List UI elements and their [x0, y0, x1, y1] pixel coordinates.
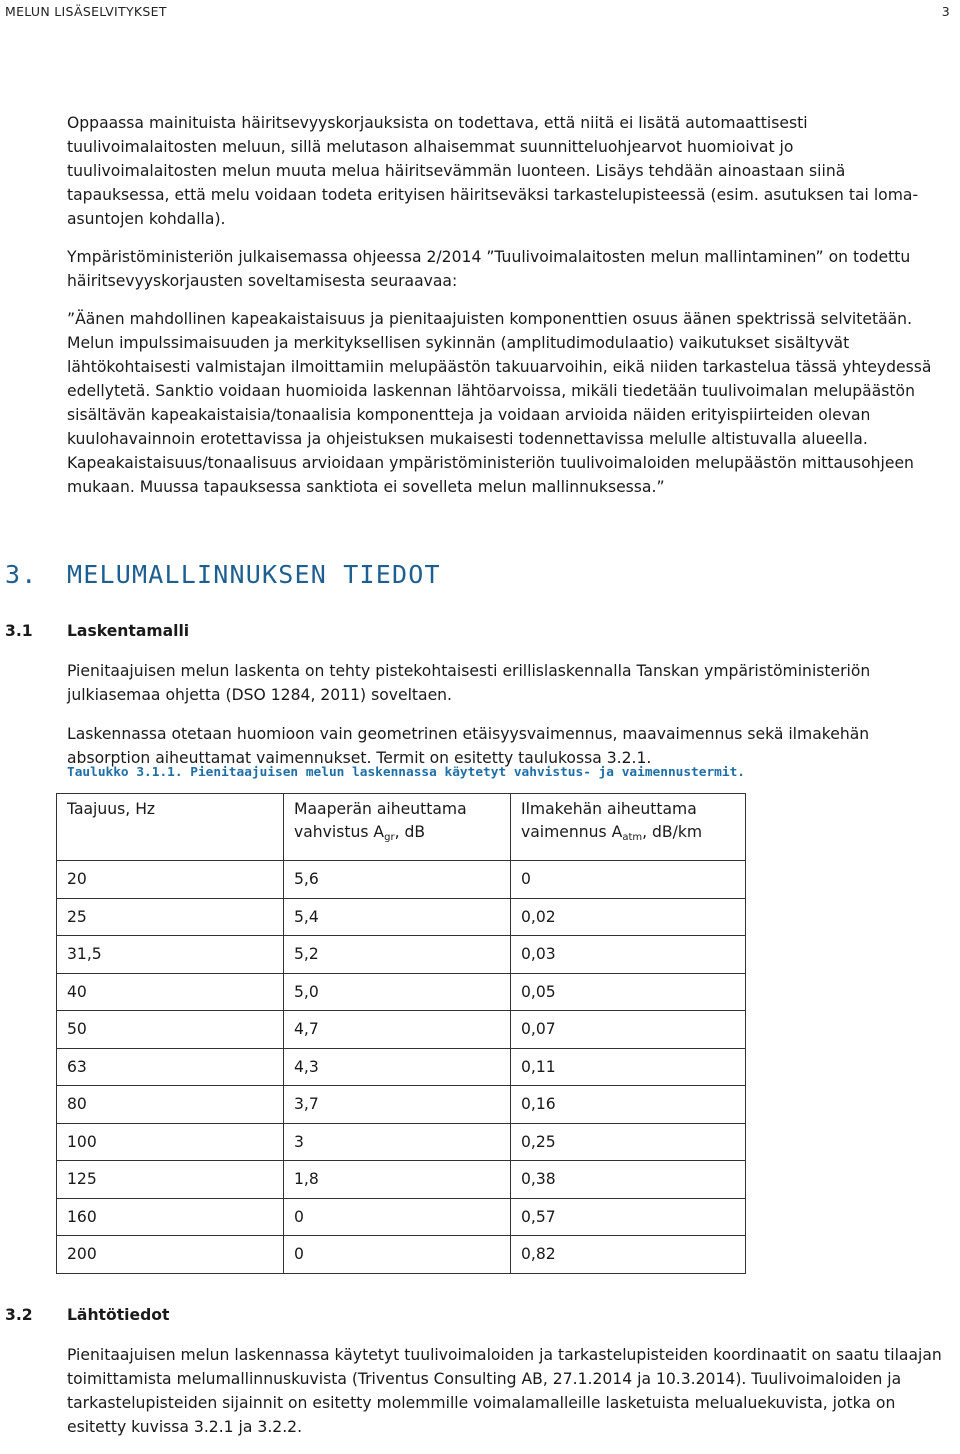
quote-paragraph: ”Äänen mahdollinen kapeakaistaisuus ja pienitaajuisten komponenttien osuus äänen spektrissä selvitetään. Melun impulssimaisuuden ja merkityksellisen sykinnän (amplitudimodulaatio) vaikutukset sisältyvät lähtökohtaisesti valmistajan ilmoittamiin melupäästön takuuarvoihin, eikä niiden tarkastelua tässä yhteydessä edellytetä. Sanktio voidaan huomioida laskennan lähtöarvoissa, mikäli tiedetään tuulivoimalan melupäästön sisältävän kapeakaistaisia/tonaalisia komponentteja ja voidaan arvioida näiden erityispiirteiden olevan kuulohavainnoin erotettavissa ja ohjeistuksen mukaisesti todennettavissa melulle altistuvalla alueella. Kapeakaistaisuus/tonaalisuus arvioidaan ympäristöministeriön tuulivoimaloiden melupäästön mittausohjeen mukaan. Muussa tapauksessa sanktiota ei sovelleta melun mallinnuksessa.” [67, 310, 932, 496]
table-row [57, 898, 746, 936]
table-cell: 4,7 [284, 1011, 511, 1049]
subsection-body [67, 1343, 950, 1439]
subsection-heading [5, 619, 950, 643]
subsection-heading [5, 1303, 950, 1327]
table-cell: 20 [57, 861, 284, 899]
paragraph: Laskennassa otetaan huomioon vain geometrinen etäisyysvaimennus, maavaimennus sekä ilmakehän absorption aiheuttamat vaimennukset. Termit on esitetty taulukossa 3.2.1. [67, 725, 870, 768]
subsection-title: Lähtötiedot [67, 1306, 170, 1324]
table-cell: 63 [57, 1048, 284, 1086]
paragraph: Ympäristöministeriön julkaisemassa ohjeessa 2/2014 ”Tuulivoimalaitosten melun mallintaminen” on todettu häiritsevyyskorjausten soveltamisesta seuraavaa: [67, 248, 911, 290]
paragraph: Pienitaajuisen melun laskenta on tehty pistekohtaisesti erillislaskennalla Tanskan ympäristöministeriön julkiasemaa ohjetta (DSO 1284, 2011) soveltaen. [67, 661, 871, 704]
table-cell: 3 [284, 1123, 511, 1161]
table-header-row [57, 794, 746, 861]
subsection-body [67, 659, 950, 771]
table-cell: 0 [284, 1236, 511, 1274]
table-cell: 0,02 [511, 898, 746, 936]
table-row [57, 1198, 746, 1236]
subsection-number: 3.1 [5, 622, 33, 640]
table-cell: 40 [57, 973, 284, 1011]
paragraph: Pienitaajuisen melun laskennassa käytetyt tuulivoimaloiden ja tarkastelupisteiden koordinaatit on saatu tilaajan toimittamista melumallinnuskuvista (Triventus Consulting AB, 27.1.2014 ja 10.3.2014). Tuulivoimaloiden ja tarkastelupisteiden sijainnit on esitetty molemmille voimalamalleille lasketuista melualuekuvista, jotka on esitetty kuvissa 3.2.1 ja 3.2.2. [67, 1345, 942, 1436]
table-cell: 5,2 [284, 936, 511, 974]
table-cell: 1,8 [284, 1161, 511, 1199]
subsection-3-2 [5, 1303, 950, 1454]
section-title: MELUMALLINNUKSEN TIEDOT [67, 560, 441, 589]
table-cell: 80 [57, 1086, 284, 1124]
table-row [57, 1011, 746, 1049]
table-cell: 0,25 [511, 1123, 746, 1161]
intro-text [67, 111, 947, 499]
table-cell: 0,05 [511, 973, 746, 1011]
table-cell: 5,6 [284, 861, 511, 899]
table-row [57, 973, 746, 1011]
attenuation-table [56, 793, 746, 1274]
table-row [57, 1236, 746, 1274]
table-cell: 100 [57, 1123, 284, 1161]
table-cell: 0 [511, 861, 746, 899]
table-cell: 5,4 [284, 898, 511, 936]
table-cell: 0,11 [511, 1048, 746, 1086]
table-cell: 31,5 [57, 936, 284, 974]
table-row [57, 1086, 746, 1124]
table-cell: 125 [57, 1161, 284, 1199]
table-row [57, 936, 746, 974]
table-row [57, 1123, 746, 1161]
running-title: MELUN LISÄSELVITYKSET [5, 4, 167, 19]
table-cell: 0,03 [511, 936, 746, 974]
section-number: 3. [5, 560, 38, 589]
subsection-3-1 [5, 619, 950, 786]
table-cell: 0,07 [511, 1011, 746, 1049]
subsection-title: Laskentamalli [67, 622, 190, 640]
table-cell: 0,82 [511, 1236, 746, 1274]
table-cell: 4,3 [284, 1048, 511, 1086]
table-cell: 160 [57, 1198, 284, 1236]
table-row [57, 1161, 746, 1199]
column-header: Ilmakehän aiheuttama vaimennus $A_{atm}$, dB/km [511, 794, 746, 861]
table-row [57, 861, 746, 899]
table-caption: Taulukko 3.1.1. Pienitaajuisen melun laskennassa käytetyt vahvistus- ja vaimennustermit. [67, 765, 745, 780]
table-cell: 0,57 [511, 1198, 746, 1236]
section-heading [5, 560, 441, 589]
table-row [57, 1048, 746, 1086]
column-header: Taajuus, Hz [57, 794, 284, 861]
subsection-number: 3.2 [5, 1306, 33, 1324]
column-header: Maaperän aiheuttama vahvistus $A_{gr}$, dB [284, 794, 511, 861]
paragraph: Oppaassa mainituista häiritsevyyskorjauksista on todettava, että niitä ei lisätä automaattisesti tuulivoimalaitosten meluun, sillä melutason alhaisemmat suunnitteluohjearvot huomioivat jo tuulivoimalaitosten melun muuta melua häiritsevämmän luonteen. Lisäys tehdään ainoastaan siinä tapauksessa, että melu voidaan todeta erityisen häiritseväksi tarkastelupisteessä (esim. asutuksen tai loma-asuntojen kohdalla). [67, 114, 919, 228]
table-cell: 0 [284, 1198, 511, 1236]
table-cell: 200 [57, 1236, 284, 1274]
table-cell: 50 [57, 1011, 284, 1049]
page-header [5, 4, 955, 18]
page-number: 3 [941, 4, 950, 19]
table-cell: 5,0 [284, 973, 511, 1011]
table-cell: 25 [57, 898, 284, 936]
table-cell: 0,38 [511, 1161, 746, 1199]
table-cell: 0,16 [511, 1086, 746, 1124]
table-cell: 3,7 [284, 1086, 511, 1124]
